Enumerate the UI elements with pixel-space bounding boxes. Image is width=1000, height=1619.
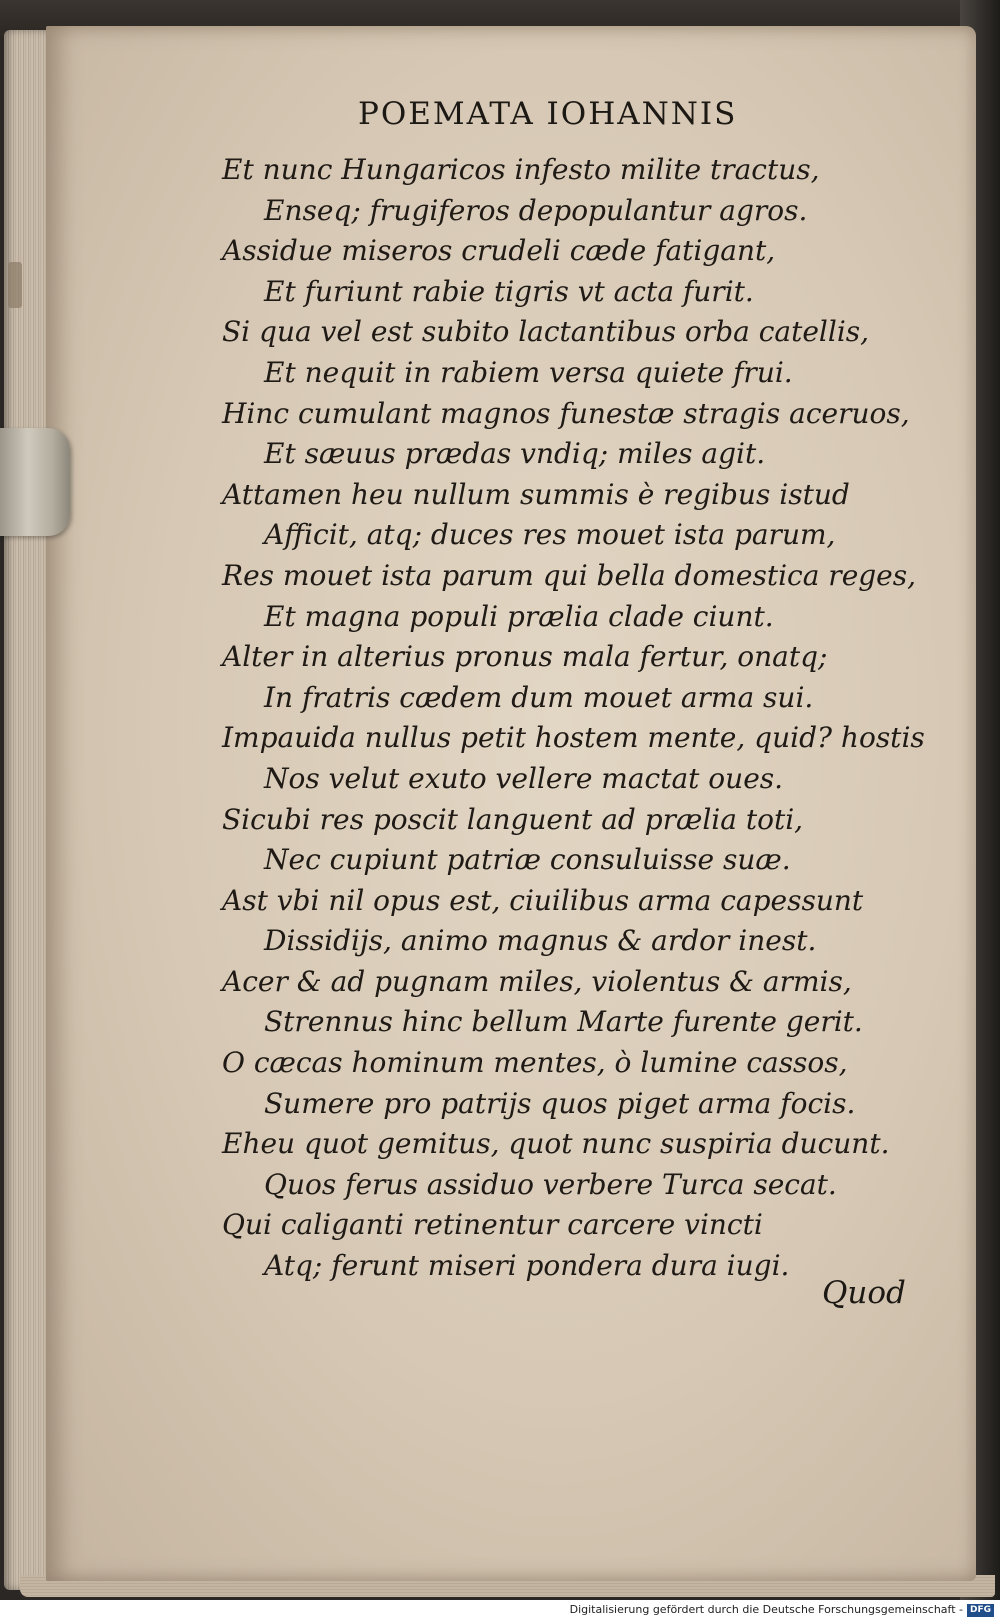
- dfg-logo-icon: DFG: [967, 1604, 994, 1617]
- verse-line: Nos velut exuto vellere mactat oues.: [264, 761, 784, 795]
- verse-line: Et furiunt rabie tigris vt acta furit.: [264, 274, 754, 308]
- verse-line: Dissidijs, animo magnus & ardor inest.: [264, 924, 817, 958]
- verse-line: Enseq; frugiferos depopulantur agros.: [264, 193, 808, 227]
- verse-list: [222, 150, 925, 1287]
- verse-line: Sicubi res poscit languent ad prælia toti,: [222, 802, 804, 836]
- verse-line: Acer & ad pugnam miles, violentus & armis,: [222, 964, 852, 998]
- verse-line: Hinc cumulant magnos funestæ stragis aceruos,: [222, 396, 910, 430]
- catchword: Quod: [822, 1275, 906, 1311]
- book-clip: [0, 428, 70, 536]
- verse-line: Si qua vel est subito lactantibus orba catellis,: [222, 315, 870, 349]
- verse-line: Res mouet ista parum qui bella domestica reges,: [222, 558, 917, 592]
- verse-line: Et nequit in rabiem versa quiete frui.: [264, 355, 793, 389]
- verse-line: Et sæuus prædas vndiq; miles agit.: [264, 437, 766, 471]
- verse-line: In fratris cædem dum mouet arma sui.: [264, 680, 814, 714]
- verse-line: Alter in alterius pronus mala fertur, onatq;: [222, 640, 828, 674]
- footer-text: Digitalisierung gefördert durch die Deutsche Forschungsgemeinschaft -: [569, 1603, 963, 1616]
- digitization-footer: [0, 1600, 1000, 1619]
- running-head: POEMATA IOHANNIS: [358, 96, 738, 132]
- verse-line: Assidue miseros crudeli cæde fatigant,: [222, 234, 776, 268]
- verse-line: Afficit, atq; duces res mouet ista parum,: [264, 518, 836, 552]
- verse-line: Nec cupiunt patriæ consuluisse suæ.: [264, 843, 791, 877]
- verse-line: Sumere pro patrijs quos piget arma focis.: [264, 1086, 856, 1120]
- verse-line: O cæcas hominum mentes, ò lumine cassos,: [222, 1046, 848, 1080]
- verse-line: Strennus hinc bellum Marte furente gerit.: [264, 1005, 863, 1039]
- verse-line: Quos ferus assiduo verbere Turca secat.: [264, 1167, 837, 1201]
- verse-line: Et nunc Hungaricos infesto milite tractus,: [222, 153, 820, 186]
- verse-line: Ast vbi nil opus est, ciuilibus arma capessunt: [222, 883, 864, 917]
- verse-line: Attamen heu nullum summis è regibus istud: [222, 477, 850, 511]
- verse-line: Qui caliganti retinentur carcere vincti: [222, 1208, 763, 1242]
- verse-line: Impauida nullus petit hostem mente, quid? hostis: [222, 721, 925, 755]
- verse-line: Et magna populi prælia clade ciunt.: [264, 599, 774, 633]
- verse-line: Atq; ferunt miseri pondera dura iugi.: [264, 1249, 790, 1283]
- spine-mark: [8, 262, 22, 308]
- verse-line: Eheu quot gemitus, quot nunc suspiria ducunt.: [222, 1127, 890, 1161]
